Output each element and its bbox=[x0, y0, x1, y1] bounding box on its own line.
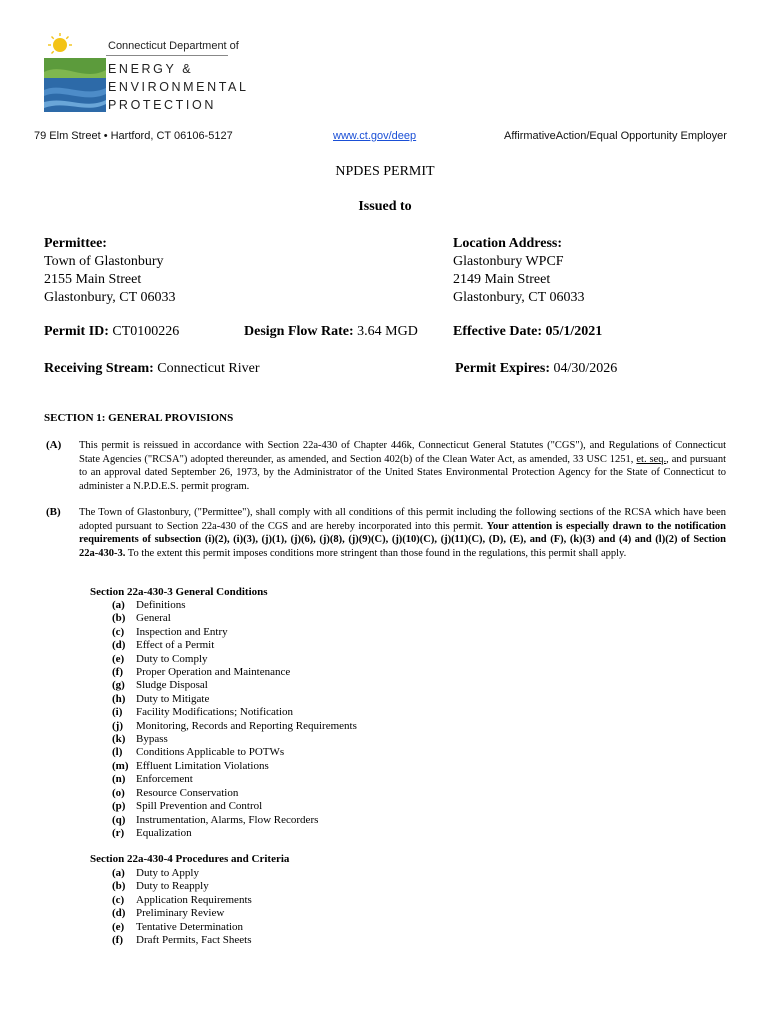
agency-name-line2: ENERGY & bbox=[108, 62, 194, 76]
list-item: (d) Preliminary Review bbox=[112, 907, 225, 920]
paragraph-b-part2: To the extent this permit imposes conditions more stringent than those found in the regulations, this permit shall apply. bbox=[125, 547, 627, 559]
permittee-block bbox=[44, 235, 175, 307]
list-item: (f) Proper Operation and Maintenance bbox=[112, 666, 291, 679]
list-item: (c) Inspection and Entry bbox=[112, 625, 228, 638]
paragraph-a-part1: This permit is reissued in accordance with Section 22a-430 of Chapter 446k, Connecticut General Statutes ("CGS"), and Regulations of Connecticut State Agencies ("RCSA") adopted thereunder, as amended, and Section 402(b) of the Clean Water Act, as amended, 33 USC 1251, bbox=[79, 440, 726, 465]
paragraph-a-text bbox=[79, 439, 726, 493]
design-flow-label: Design Flow Rate: bbox=[244, 324, 354, 339]
document-title: NPDES PERMIT bbox=[335, 164, 435, 179]
list-item: (m) Effluent Limitation Violations bbox=[112, 759, 269, 772]
effective-date bbox=[453, 323, 602, 341]
list-item: (b) Duty to Reapply bbox=[112, 880, 209, 893]
list-item: (a) Definitions bbox=[112, 599, 186, 611]
list-item: (g) Sludge Disposal bbox=[112, 679, 208, 692]
deep-logo bbox=[44, 32, 114, 112]
permit-expires-value: 04/30/2026 bbox=[553, 361, 618, 376]
agency-website-link[interactable]: www.ct.gov/deep bbox=[333, 130, 417, 142]
paragraph-a-label: (A) bbox=[46, 439, 62, 451]
paragraph-b-text bbox=[79, 506, 726, 560]
agency-name-line1: Connecticut Department of bbox=[108, 40, 239, 52]
list-item: (n) Enforcement bbox=[112, 773, 193, 786]
receiving-stream-label: Receiving Stream: bbox=[44, 361, 154, 376]
sun-icon bbox=[53, 38, 67, 52]
list-item: (l) Conditions Applicable to POTWs bbox=[112, 746, 285, 759]
list-item: (b) General bbox=[112, 612, 171, 625]
list-item: (p) Spill Prevention and Control bbox=[112, 800, 263, 813]
location-block bbox=[453, 235, 584, 307]
receiving-stream-value: Connecticut River bbox=[157, 361, 260, 376]
et-seq: et. seq. bbox=[636, 453, 667, 465]
list-item: (e) Tentative Determination bbox=[112, 920, 244, 933]
design-flow-rate bbox=[244, 323, 418, 341]
agency-name-line4: PROTECTION bbox=[108, 98, 216, 112]
permittee-city: Glastonbury, CT 06033 bbox=[44, 290, 176, 305]
permittee-street: 2155 Main Street bbox=[44, 272, 142, 287]
paragraph-a-part2: , and pursuant to an approval dated September 26, 1973, by the Administrator of the United States Environmental Protection Agency for the State of Connecticut to administer a N.P.D.E.S. permit program. bbox=[79, 453, 727, 492]
permittee-name: Town of Glastonbury bbox=[44, 254, 164, 269]
permit-id-label: Permit ID: bbox=[44, 324, 109, 339]
permit-id bbox=[44, 323, 179, 341]
design-flow-value: 3.64 MGD bbox=[357, 324, 418, 339]
list-item: (f) Draft Permits, Fact Sheets bbox=[112, 934, 252, 947]
list-item: (c) Application Requirements bbox=[112, 893, 252, 906]
permit-expires bbox=[455, 360, 617, 378]
agency-name-line3: ENVIRONMENTAL bbox=[108, 80, 249, 94]
list-item: (i) Facility Modifications; Notification bbox=[112, 706, 294, 719]
list-item: (e) Duty to Comply bbox=[112, 652, 208, 665]
procedures-list bbox=[112, 867, 252, 947]
list-item: (k) Bypass bbox=[112, 733, 168, 746]
list-item: (d) Effect of a Permit bbox=[112, 639, 215, 652]
receiving-stream bbox=[44, 360, 260, 378]
permit-expires-label: Permit Expires: bbox=[455, 361, 550, 376]
permittee-label: Permittee: bbox=[44, 236, 107, 251]
paragraph-b-part1: The Town of Glastonbury, ("Permittee"), shall comply with all conditions of this permit including the following sections of the RCSA which have been adopted pursuant to Section 22a-430 of the CGS and are hereby incorporated into this permit. bbox=[79, 507, 726, 532]
agency-divider bbox=[106, 55, 228, 56]
section-1-heading: SECTION 1: GENERAL PROVISIONS bbox=[44, 412, 234, 424]
location-label: Location Address: bbox=[453, 236, 563, 251]
location-city: Glastonbury, CT 06033 bbox=[453, 290, 585, 305]
general-conditions-title: Section 22a-430-3 General Conditions bbox=[90, 586, 268, 598]
effective-date-label: Effective Date: bbox=[453, 324, 543, 339]
list-item: (q) Instrumentation, Alarms, Flow Recorders bbox=[112, 813, 319, 826]
general-conditions-list bbox=[112, 599, 357, 840]
employer-statement: AffirmativeAction/Equal Opportunity Employer bbox=[504, 130, 727, 142]
issued-to-heading: Issued to bbox=[358, 199, 412, 214]
procedures-title: Section 22a-430-4 Procedures and Criteria bbox=[90, 853, 290, 865]
permit-id-value: CT0100226 bbox=[112, 324, 180, 339]
location-street: 2149 Main Street bbox=[453, 272, 551, 287]
paragraph-b-notice: Your attention is especially drawn to the notification requirements of subsection (i)(2), (i)(3), (j)(1), (j)(6), (j)(8), (j)(9)(C), (j)(10)(C), (j)(11)(C), (D), (E), and (F), (k)(3) and (4) and (l)(2) of Section 22a-430-3. bbox=[79, 520, 726, 559]
location-name: Glastonbury WPCF bbox=[453, 254, 564, 269]
list-item: (a) Duty to Apply bbox=[112, 867, 199, 879]
list-item: (r) Equalization bbox=[112, 826, 192, 839]
list-item: (j) Monitoring, Records and Reporting Requirements bbox=[112, 719, 357, 732]
effective-date-value: 05/1/2021 bbox=[545, 324, 603, 339]
list-item: (h) Duty to Mitigate bbox=[112, 692, 210, 705]
agency-address: 79 Elm Street • Hartford, CT 06106-5127 bbox=[34, 130, 233, 142]
paragraph-b-label: (B) bbox=[46, 506, 61, 518]
list-item: (o) Resource Conservation bbox=[112, 786, 239, 799]
